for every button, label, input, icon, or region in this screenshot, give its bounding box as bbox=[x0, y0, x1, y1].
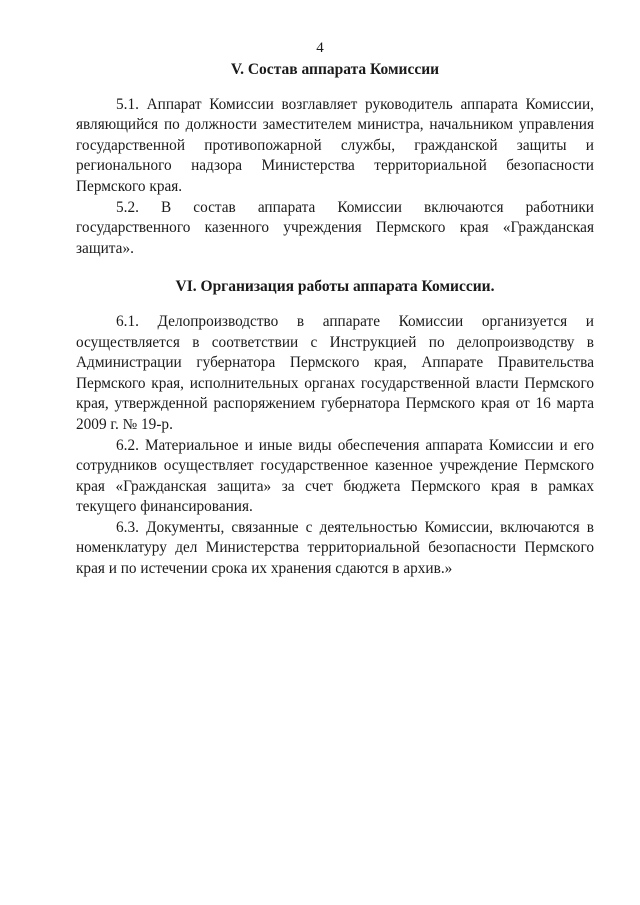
section-heading-vi: VI. Организация работы аппарата Комиссии. bbox=[175, 278, 495, 296]
paragraph-6-2: 6.2. Материальное и иные виды обеспечения аппарата Комиссии и его сотрудников осуществляет государственное казенное учреждение Пермского края «Гражданская защита» за счет бюджета Пермского края в рамках текущего финансирования. bbox=[76, 436, 594, 516]
paragraph-6-1: 6.1. Делопроизводство в аппарате Комиссии организуется и осуществляется в соответствии с Инструкцией по делопроизводству в Администрации губернатора Пермского края, Аппарате Правительства Пермского края, исполнительных органах государственной власти Пермского края, утвержденной распоряжением губернатора Пермского края от 16 марта 2009 г. № 19-р. bbox=[76, 312, 594, 433]
section-heading-v: V. Состав аппарата Комиссии bbox=[230, 61, 440, 78]
paragraph-5-1: 5.1. Аппарат Комиссии возглавляет руководитель аппарата Комиссии, являющийся по должности заместителем министра, начальником управления государственной противопожарной службы, гражданской защиты и регионального надзора Министерства территориальной безопасности Пермского края. bbox=[76, 95, 594, 195]
paragraph-6-3: 6.3. Документы, связанные с деятельностью Комиссии, включаются в номенклатуру дел Министерства территориальной безопасности Пермского края и по истечении срока их хранения сдаются в архив.» bbox=[76, 518, 594, 578]
document-body bbox=[76, 60, 594, 580]
paragraph-5-2: 5.2. В состав аппарата Комиссии включаются работники государственного казенного учреждения Пермского края «Гражданская защита». bbox=[76, 198, 594, 257]
page-number: 4 bbox=[316, 40, 324, 56]
